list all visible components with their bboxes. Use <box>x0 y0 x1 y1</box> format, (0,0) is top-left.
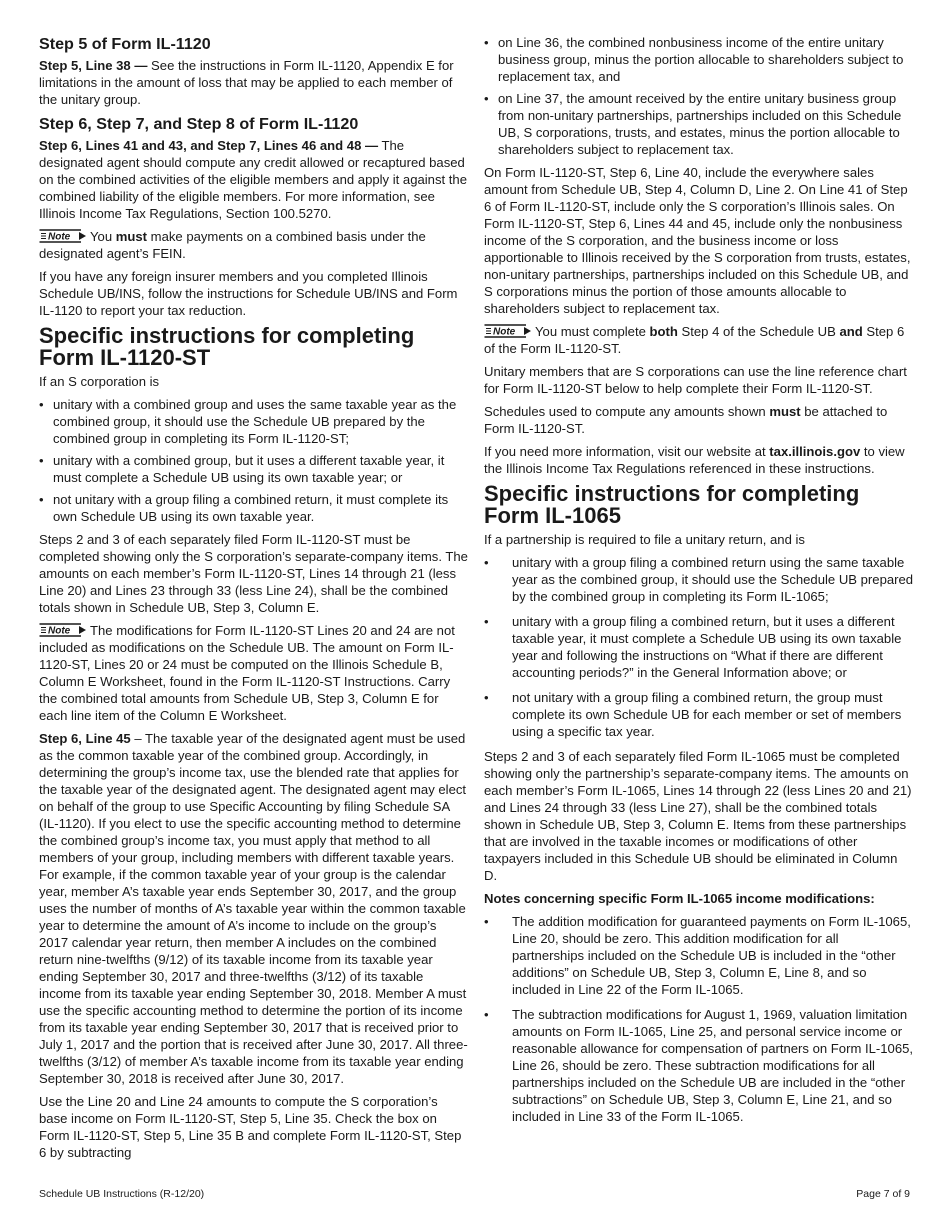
note-modifications-paragraph <box>39 622 469 724</box>
line40-paragraph: On Form IL-1120-ST, Step 6, Line 40, include the everywhere sales amount from Schedule UB, Step 4, Column D, Line 2. On Line 41 of Step 6 of Form IL-1120-ST, include only the S corporation’s Illinois sales. On Form IL-1120-ST, Step 6, Lines 44 and 45, include only the nonbusiness income of the S corporation, and the business income or loss apportionable to Illinois received by the S corporation from trusts, estates, non-unitary partnerships, partnerships included on this Schedule UB, and S corporations minus the portion of those amounts allocable to shareholders subject to replacement tax. <box>484 165 911 316</box>
more-info-text-c: to view the Illinois Income Tax Regulations referenced in these instructions. <box>484 444 905 476</box>
schedules-text-c: be attached to Form IL-1120-ST. <box>484 404 888 436</box>
note3-text-b: both <box>649 324 678 339</box>
note3-text-d: and <box>839 324 863 339</box>
il1120st-heading-line1: Specific instructions for completing <box>39 323 415 348</box>
partnership-bullet-list <box>484 554 914 740</box>
list-item: • unitary with a combined group and uses the same taxable year as the combined group, it should use the Schedule UB prepared by the combined group in completing its Form IL-1120-ST; <box>39 396 469 447</box>
step678-heading: Step 6, Step 7, and Step 8 of Form IL-1120 <box>39 115 359 133</box>
line45-text: – The taxable year of the designated agent must be used as the common taxable year of the combined group. Accordingly, in determining the group’s income tax, use the blended rate that applies for the taxable year of the designated agent. The designated agent may elect on behalf of the group to use Specific Accounting by filing Schedule SA (IL-1120). If you elect to use the specific accounting method to determine the combined group’s income tax, you must apply that method to all members of your group, including members with different taxable years. For example, if the common taxable year of your group is the calendar year, member A’s taxable year ends September 30, 2017, and the group uses the number of months of A’s taxable year within the common taxable year to determine the amount of A’s income to include on the group’s 2017 calendar year return, then member A includes on the combined return nine-twelfths (9/12) of its taxable income from its taxable year ending September 30, 2017 and three-twelfths (3/12) of its taxable income from its taxable year ending September 30, 2018. Member A must use the specific accounting method to determine the portion of its income from its taxable year ending September 30, 2017 that is received prior to July 1, 2017 and the portion that is received after June 30, 2017. All three-twelfths (3/12) of member A’s taxable income from its taxable year ending September 30, 2018 is received after June 30, 2017. <box>39 731 468 1086</box>
list-item: • on Line 37, the amount received by the entire unitary business group from non-unitary partnerships, partnerships included on this Schedule UB, S corporations, trusts, and estates, minus the portion allocable to shareholders subject to replacement tax. <box>484 90 914 158</box>
list-item: • The addition modification for guaranteed payments on Form IL-1065, Line 20, should be zero. This addition modification for all partnerships included on the Schedule UB is included in the “other additions” on Schedule UB, Step 3, Column E, Line 8, and so included in Line 22 of the Form IL-1065. <box>484 913 914 998</box>
il1120st-heading <box>39 325 469 369</box>
note-icon <box>484 324 532 338</box>
more-info-text-a: If you need more information, visit our website at <box>484 444 770 459</box>
note-payments-paragraph <box>39 228 469 262</box>
schedules-text-b: must <box>769 404 801 419</box>
notes-heading: Notes concerning specific Form IL-1065 income modifications: <box>484 891 875 906</box>
continued-bullet-list <box>484 34 914 158</box>
note-icon <box>39 623 87 637</box>
list-item: • not unitary with a group filing a combined return, it must complete its own Schedule UB using its own taxable year. <box>39 491 469 525</box>
step6-lead: Step 6, Lines 41 and 43, and Step 7, Lines 46 and 48 — <box>39 138 379 153</box>
partnership-intro: If a partnership is required to file a unitary return, and is <box>484 532 805 547</box>
notes-bullet-list <box>484 913 914 1125</box>
note3-text-c: Step 4 of the Schedule UB <box>677 324 840 339</box>
left-column <box>39 34 469 1167</box>
line45-lead: Step 6, Line 45 <box>39 731 131 746</box>
schedules-paragraph <box>484 403 914 437</box>
more-info-paragraph <box>484 443 914 477</box>
list-item: • not unitary with a group filing a combined return, the group must complete its own Schedule UB for each member or set of members using a specific tax year. <box>484 689 914 740</box>
step6-text: The designated agent should compute any credit allowed or recaptured based on the combined activities of the eligible members and apply it against the combined liability of the eligible members. For more information, see Illinois Income Tax Regulations, Section 100.5270. <box>39 138 467 221</box>
il1065-heading <box>484 483 914 527</box>
il1120st-heading-line2: Form IL-1120-ST <box>39 345 211 370</box>
schedules-text-a: Schedules used to compute any amounts shown <box>484 404 770 419</box>
il1065-heading-line1: Specific instructions for completing <box>484 481 860 506</box>
note1-text-b: must <box>115 229 148 244</box>
st-intro: If an S corporation is <box>39 374 160 389</box>
il1065-heading-line2: Form IL-1065 <box>484 503 621 528</box>
note2-text: The modifications for Form IL-1120-ST Lines 20 and 24 are not included as modifications on the Schedule UB. The amount on Form IL-1120-ST, Lines 20 or 24 must be computed on the Illinois Schedule B, Column E Worksheet, found in the Form IL-1120-ST Instructions. Carry the combined total amounts from Schedule UB, Step 3, Column E for each line item of the Column E Worksheet. <box>39 623 455 723</box>
foreign-insurer-paragraph: If you have any foreign insurer members and you completed Illinois Schedule UB/INS, follow the instructions for Schedule UB/INS and Form IL-1120 to report your tax reduction. <box>39 269 458 318</box>
step5-heading: Step 5 of Form IL-1120 <box>39 35 211 53</box>
list-item: • unitary with a combined group, but it uses a different taxable year, it must complete a Schedule UB using its own taxable year; or <box>39 452 469 486</box>
unitary-scorp-paragraph: Unitary members that are S corporations can use the line reference chart for Form IL-1120-ST below to help complete their Form IL-1120-ST. <box>484 364 907 396</box>
note3-text-a: You must complete <box>535 324 650 339</box>
right-column <box>484 34 914 1133</box>
list-item: • unitary with a group filing a combined return using the same taxable year as the combined group, it should use the Schedule UB prepared by the combined group in completing its Form IL-1065; <box>484 554 914 605</box>
line20-24-paragraph: Use the Line 20 and Line 24 amounts to compute the S corporation’s base income on Form IL-1120-ST, Step 5, Line 35. Check the box on Form IL-1120-ST, Step 5, Line 35 B and complete Form IL-1120-ST, Step 6 by subtracting <box>39 1094 462 1160</box>
step5-line38-paragraph <box>39 57 469 108</box>
note1-text-a: You <box>90 229 116 244</box>
step6-paragraph <box>39 137 469 222</box>
note-icon-label: Note <box>493 326 516 338</box>
step5-line38-text: See the instructions in Form IL-1120, Appendix E for limitations in the amount of loss that may be applied to each member of the unitary group. <box>39 58 454 107</box>
st-bullet-list <box>39 396 469 525</box>
list-item: • unitary with a group filing a combined return, but it uses a different taxable year, it must complete a Schedule UB using its own taxable year and following the instructions on “What if there are different accounting periods?” in the General Information above; or <box>484 613 914 681</box>
st-steps23-paragraph: Steps 2 and 3 of each separately filed Form IL-1120-ST must be completed showing only the S corporation’s separate-company items. The amounts on each member’s Form IL-1120-ST, Lines 14 through 21 (less Line 20) and Lines 23 through 33 (less Line 24), shall be the combined totals shown in Schedule UB, Step 3, Column E. <box>39 532 468 615</box>
note-icon <box>39 229 87 243</box>
step5-line38-lead: Step 5, Line 38 — <box>39 58 148 73</box>
line45-paragraph <box>39 730 469 1087</box>
note1-text-c: make payments on a combined basis under the designated agent’s FEIN. <box>39 229 426 261</box>
website-link[interactable]: tax.illinois.gov <box>769 444 861 459</box>
note-both-steps-paragraph <box>484 323 914 357</box>
note-icon-label: Note <box>48 625 71 637</box>
list-item: • The subtraction modifications for August 1, 1969, valuation limitation amounts on Form IL-1065, Line 25, and personal service income or reasonable allowance for compensation of partners on Form IL-1065, Line 26, should be zero. These subtraction modifications for all partnerships included on the Schedule UB are included in the “other subtractions” on Schedule UB, Step 3, Column E, Line 21, and so included in Line 33 of the Form IL-1065. <box>484 1006 914 1125</box>
footer-page-number: Page 7 of 9 <box>856 1188 910 1200</box>
footer-form-id: Schedule UB Instructions (R-12/20) <box>39 1188 205 1200</box>
list-item: • on Line 36, the combined nonbusiness income of the entire unitary business group, minus the portion allocable to shareholders subject to replacement tax, and <box>484 34 914 85</box>
note3-text-e: Step 6 of the Form IL-1120-ST. <box>484 324 905 356</box>
partnership-steps23-paragraph: Steps 2 and 3 of each separately filed Form IL-1065 must be completed showing only the partnership’s separate-company items. The amounts on each member’s Form IL-1065, Lines 14 through 22 (less Lines 20 and 21) and Lines 24 through 33 (less Line 27), shall be the combined totals shown in Schedule UB, Step 3, Column E. Items from these partnerships that are involved in the taxable incomes or modifications of other taxpayers included in this Schedule UB should be eliminated in Column D. <box>484 749 912 883</box>
note-icon-label: Note <box>48 231 71 243</box>
